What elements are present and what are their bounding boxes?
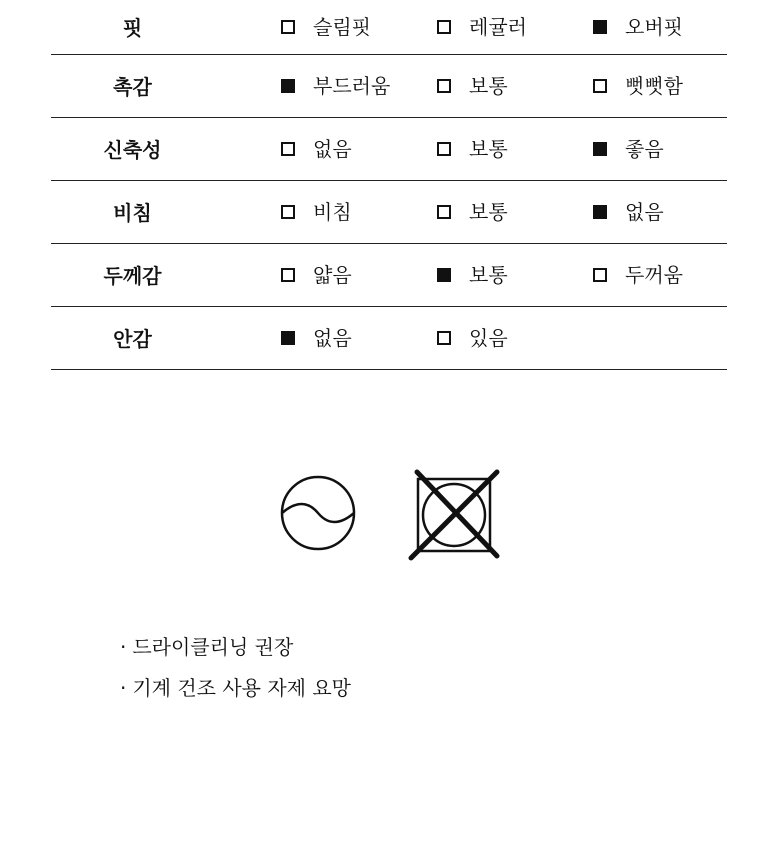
checkbox-icon <box>437 20 451 34</box>
spec-row-touch <box>51 55 727 118</box>
checkbox-icon <box>593 268 607 282</box>
checkbox-icon <box>281 205 295 219</box>
option-label: 보통 <box>469 74 508 98</box>
dry-clean-icon <box>278 473 358 553</box>
no-tumble-dry-icon <box>407 468 501 562</box>
option <box>437 16 527 38</box>
option-label: 오버핏 <box>625 15 683 39</box>
option <box>593 138 664 160</box>
option-label: 보통 <box>469 137 508 161</box>
checkbox-icon <box>281 79 295 93</box>
care-notes <box>120 636 351 718</box>
checkbox-icon <box>281 331 295 345</box>
option <box>437 75 508 97</box>
option-label: 보통 <box>469 263 508 287</box>
option-label: 슬림핏 <box>313 15 371 39</box>
option <box>593 201 664 223</box>
option-label: 부드러움 <box>313 74 391 98</box>
care-icons <box>0 460 780 560</box>
checkbox-icon <box>593 20 607 34</box>
checkbox-icon <box>281 268 295 282</box>
care-note-text: 드라이클리닝 권장 <box>132 635 294 659</box>
option-label: 두꺼움 <box>625 263 683 287</box>
option-label: 없음 <box>313 326 352 350</box>
care-note <box>120 636 351 677</box>
checkbox-icon <box>437 331 451 345</box>
spec-row-fit <box>51 0 727 55</box>
spec-row-stretch <box>51 118 727 181</box>
option <box>593 264 683 286</box>
option <box>281 75 390 97</box>
option <box>281 201 352 223</box>
row-label: 안감 <box>113 327 152 351</box>
row-label: 비침 <box>113 201 152 225</box>
option <box>593 16 683 38</box>
option-label: 없음 <box>625 200 664 224</box>
spec-table <box>51 0 727 370</box>
checkbox-icon <box>593 205 607 219</box>
row-label: 촉감 <box>113 75 152 99</box>
spec-row-lining <box>51 307 727 370</box>
spec-row-thickness <box>51 244 727 307</box>
checkbox-icon <box>281 20 295 34</box>
option <box>437 138 508 160</box>
option-label: 있음 <box>469 326 508 350</box>
option <box>437 327 508 349</box>
option-label: 비침 <box>313 200 352 224</box>
row-label: 신축성 <box>103 138 162 162</box>
care-note <box>120 677 351 718</box>
option <box>281 16 371 38</box>
option <box>281 327 352 349</box>
option-label: 뻣뻣함 <box>625 74 683 98</box>
option-label: 없음 <box>313 137 352 161</box>
option <box>281 264 352 286</box>
bullet: · <box>120 635 127 659</box>
option <box>593 75 683 97</box>
row-label: 두께감 <box>103 264 162 288</box>
option-label: 보통 <box>469 200 508 224</box>
spec-row-sheerness <box>51 181 727 244</box>
option <box>437 264 508 286</box>
option-label: 얇음 <box>313 263 352 287</box>
bullet: · <box>120 676 127 700</box>
option <box>437 201 508 223</box>
care-note-text: 기계 건조 사용 자제 요망 <box>132 676 351 700</box>
checkbox-icon <box>437 142 451 156</box>
checkbox-icon <box>437 79 451 93</box>
checkbox-icon <box>437 268 451 282</box>
option-label: 레귤러 <box>469 15 527 39</box>
checkbox-icon <box>593 142 607 156</box>
checkbox-icon <box>593 79 607 93</box>
option-label: 좋음 <box>625 137 664 161</box>
option <box>281 138 352 160</box>
checkbox-icon <box>437 205 451 219</box>
checkbox-icon <box>281 142 295 156</box>
row-label: 핏 <box>122 16 143 40</box>
